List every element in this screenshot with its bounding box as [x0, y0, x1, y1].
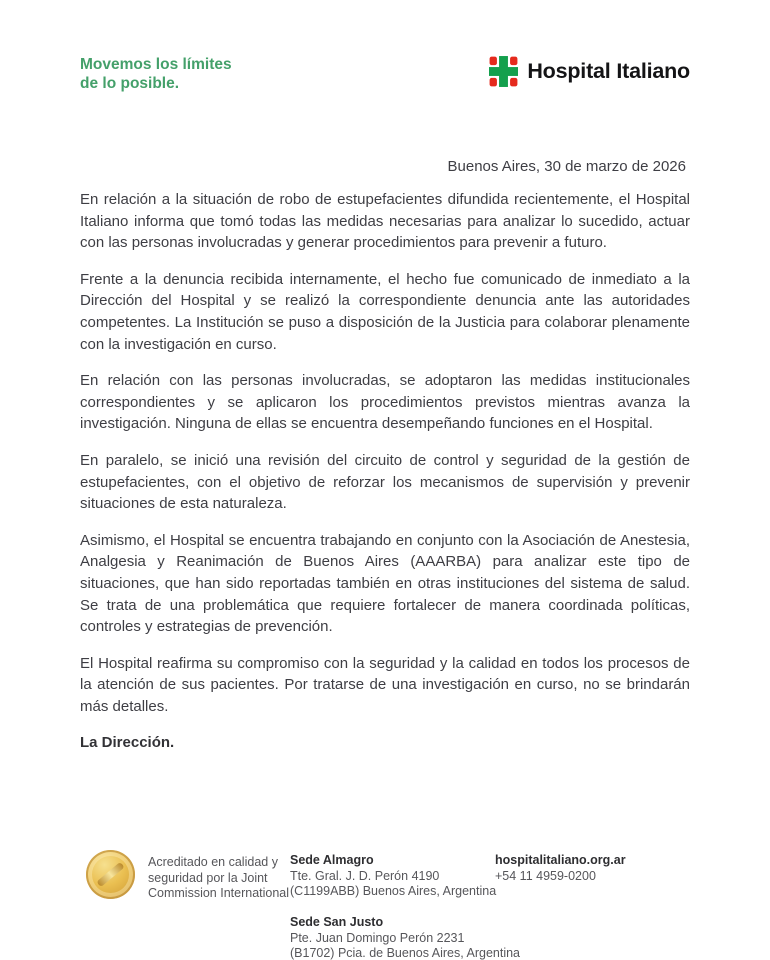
location-san-justo-name: Sede San Justo: [290, 915, 384, 929]
contact-info: [495, 853, 626, 884]
location-almagro-address1: Tte. Gral. J. D. Perón 4190: [290, 868, 440, 883]
logo-wordmark: Hospital Italiano: [527, 59, 690, 83]
letter-paragraph-6: El Hospital reafirma su compromiso con la seguridad y la calidad en todos los procesos de la atención de sus pacientes. Por tratarse de una investigación en curso, no se brindarán más detalles.: [80, 654, 690, 715]
hospital-logo: [489, 56, 690, 87]
letter-footer: [0, 845, 770, 960]
tagline-line1: Movemos los límites: [80, 56, 232, 73]
hospital-cross-icon: [489, 56, 518, 87]
website-text: hospitalitaliano.org.ar: [495, 853, 626, 867]
accreditation-text: Acreditado en calidad y seguridad por la Joint Commission International: [148, 855, 290, 900]
location-almagro-name: Sede Almagro: [290, 853, 374, 867]
letter-paragraph-5: Asimismo, el Hospital se encuentra trabajando en conjunto con la Asociación de Anestesia, Analgesia y Reanimación de Buenos Aires (AAARBA) para analizar este tipo de situaciones, que han sido reportadas también en otras instituciones del sistema de salud. Se trata de una problemática que requiere fortalecer de manera coordinada políticas, controles y estrategias de prevención.: [80, 531, 690, 636]
brand-tagline: [80, 55, 232, 93]
letter-paragraph-3: En relación con las personas involucradas, se adoptaron las medidas institucionales correspondientes y se aplicaron los procedimientos previstos mientras avanza la investigación. Ninguna de ellas se encuentra desempeñando funciones en el Hospital.: [80, 372, 690, 433]
letter-paragraph-1: En relación a la situación de robo de estupefacientes difundida recientemente, el Hospital Italiano informa que tomó todas las medidas necesarias para analizar lo sucedido, actuar con las personas involucradas y generar procedimientos para prevenir a futuro.: [80, 191, 690, 252]
location-san-justo-address1: Pte. Juan Domingo Perón 2231: [290, 930, 465, 945]
location-san-justo-address2: (B1702) Pcia. de Buenos Aires, Argentina: [290, 946, 521, 960]
letter-body: [80, 189, 690, 769]
letterhead: [80, 55, 690, 93]
letter-paragraph-4: En paralelo, se inició una revisión del circuito de control y seguridad de la gestión de estupefacientes, con el objetivo de reforzar los mecanismos de supervisión y prevenir situaciones de esta naturaleza.: [80, 451, 690, 513]
signature: La Dirección.: [80, 734, 175, 752]
tagline-line2: de lo posible.: [80, 75, 180, 92]
dateline: Buenos Aires, 30 de marzo de 2026: [447, 158, 686, 175]
phone-text: +54 11 4959-0200: [495, 868, 596, 883]
letter-paragraph-2: Frente a la denuncia recibida internamente, el hecho fue comunicado de inmediato a la Dirección del Hospital y se realizó la correspondiente denuncia ante las autoridades competentes. La Institución se puso a disposición de la Justicia para colaborar plenamente con la investigación en curso.: [80, 270, 690, 353]
jci-gold-seal-icon: [86, 850, 135, 899]
location-almagro-address2: (C1199ABB) Buenos Aires, Argentina: [290, 884, 497, 898]
location-san-justo: [290, 915, 550, 960]
